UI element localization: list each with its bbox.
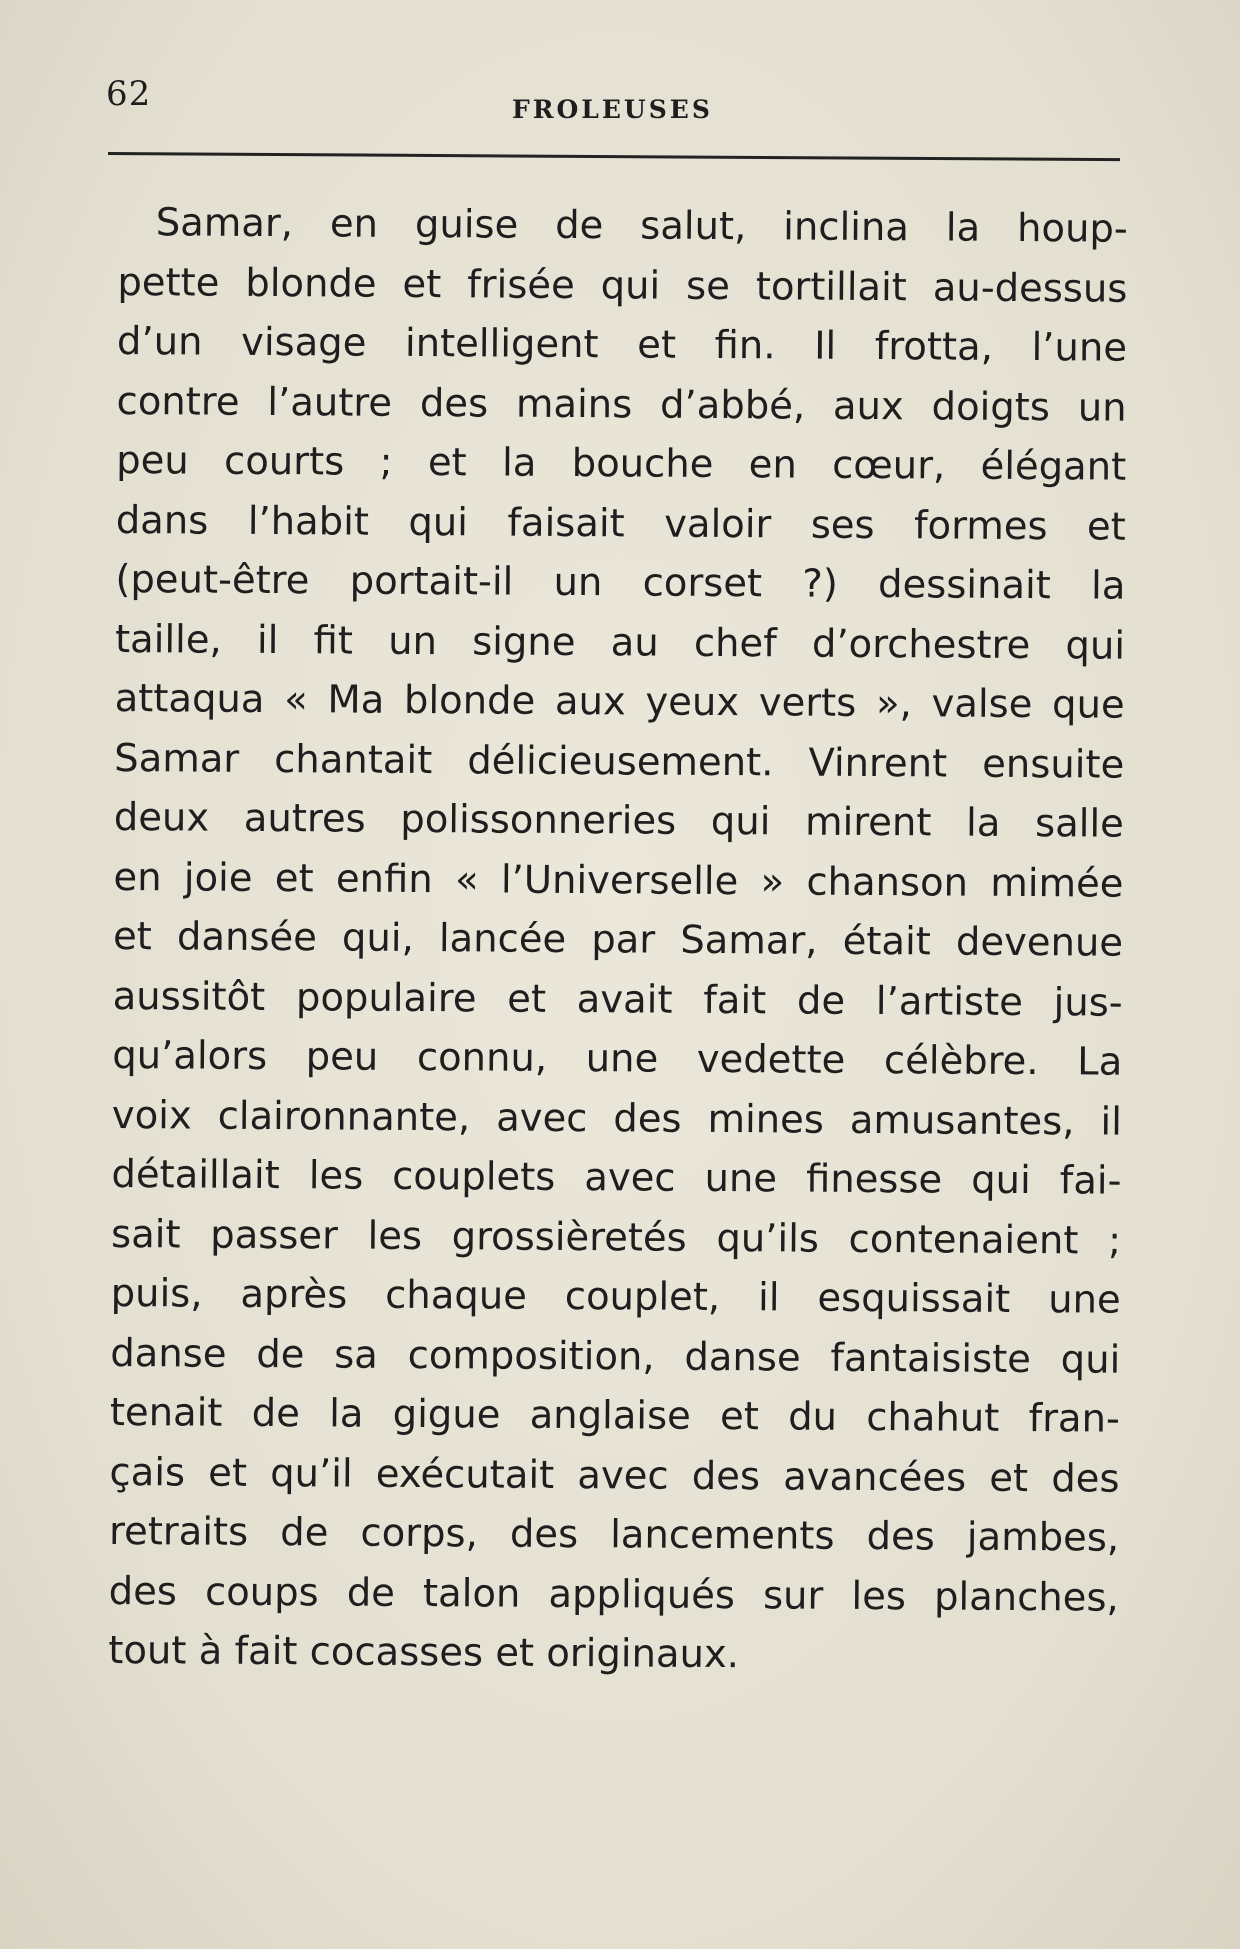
- text-line: taille, il fit un signe au chef d’orchestre qui: [114, 616, 1126, 669]
- text-line: en joie et enfin « l’Universelle » chanson mimée: [113, 854, 1124, 907]
- text-line: des coups de talon appliqués sur les planches,: [108, 1568, 1119, 1621]
- text-line: peu courts ; et la bouche en cœur, élégant: [116, 437, 1127, 490]
- text-line: attaqua « Ma blonde aux yeux verts », valse que: [114, 675, 1125, 728]
- text-line: Samar, en guise de salut, inclina la houp-: [155, 200, 1128, 252]
- text-line: détaillait les couplets avec une finesse qui fai-: [111, 1151, 1122, 1204]
- text-line: (peut-être portait-il un corset ?) dessinait la: [115, 556, 1126, 609]
- text-line: retraits de corps, des lancements des jambes,: [108, 1508, 1120, 1561]
- text-line: Samar chantait délicieusement. Vinrent ensuite: [114, 735, 1125, 788]
- text-line: deux autres polissonneries qui mirent la salle: [113, 794, 1124, 847]
- text-line: danse de sa composition, danse fantaisiste qui: [110, 1330, 1121, 1383]
- text-line: qu’alors peu connu, une vedette célèbre. La: [112, 1032, 1123, 1085]
- text-line: et dansée qui, lancée par Samar, était devenue: [112, 913, 1124, 966]
- text-line: pette blonde et frisée qui se tortillait au-dessus: [117, 259, 1128, 312]
- text-line: d’un visage intelligent et fin. Il frotta, l’une: [116, 318, 1128, 371]
- text-line: dans l’habit qui faisait valoir ses formes et: [115, 497, 1126, 550]
- text-line: tenait de la gigue anglaise et du chahut fran-: [109, 1389, 1121, 1442]
- text-line: tout à fait cocasses et originaux.: [108, 1627, 740, 1678]
- text-line: aussitôt populaire et avait fait de l’artiste jus-: [112, 973, 1123, 1026]
- text-line: contre l’autre des mains d’abbé, aux doigts un: [116, 378, 1127, 431]
- text-line: puis, après chaque couplet, il esquissait une: [110, 1270, 1121, 1323]
- page-number: 62: [106, 74, 152, 114]
- text-line: sait passer les grossièretés qu’ils contenaient ;: [110, 1211, 1122, 1264]
- running-title: FROLEUSES: [512, 95, 713, 124]
- text-line: voix claironnante, avec des mines amusantes, il: [111, 1092, 1123, 1145]
- body-paragraph: [108, 193, 1128, 1687]
- header-rule: [108, 152, 1120, 161]
- text-line: çais et qu’il exécutait avec des avancées et des: [109, 1449, 1120, 1502]
